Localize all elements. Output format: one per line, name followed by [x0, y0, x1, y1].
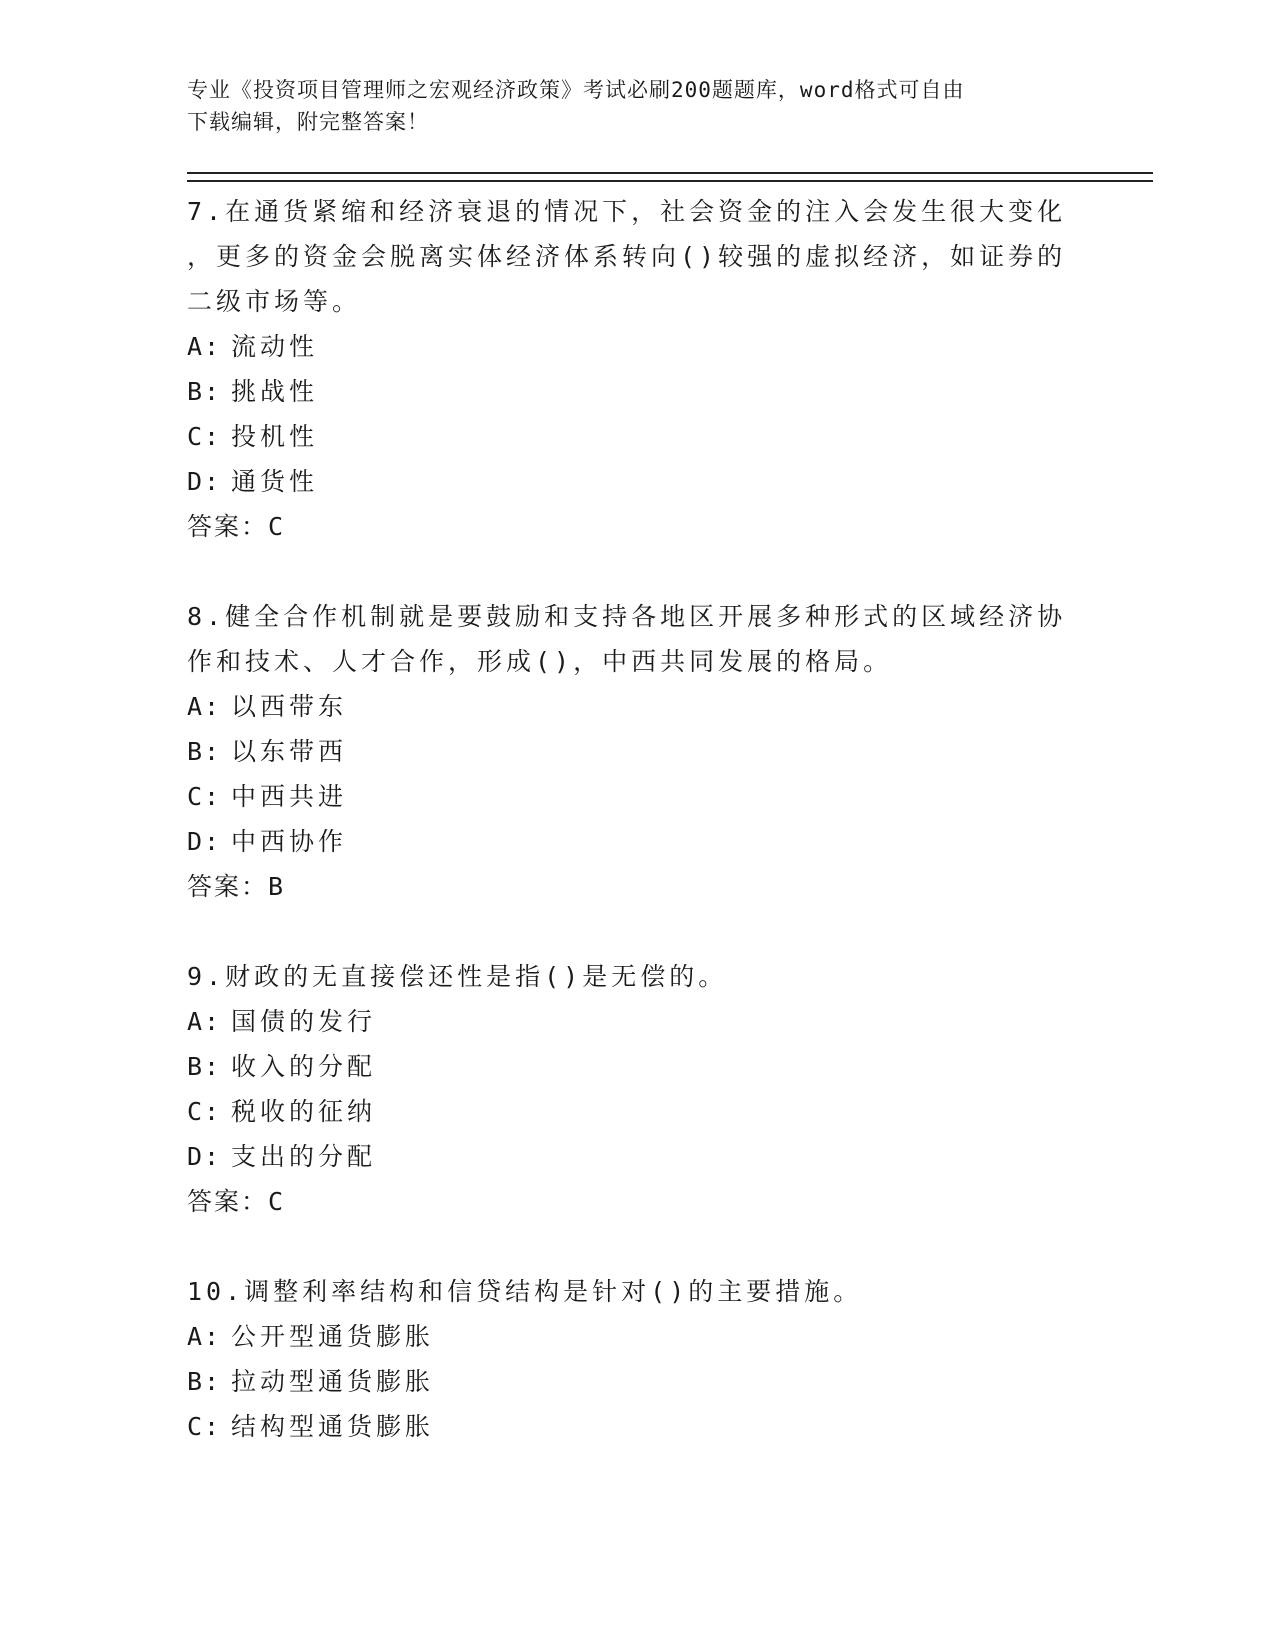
- header-divider-bottom: [187, 180, 1153, 182]
- option-text: 挑战性: [231, 377, 319, 406]
- answer-option: [187, 369, 1067, 414]
- option-text: 投机性: [231, 422, 319, 451]
- answer-option: [187, 459, 1067, 504]
- answer-label: 答案：: [187, 872, 269, 901]
- option-key: C:: [187, 1097, 222, 1126]
- option-key: D:: [187, 1142, 222, 1171]
- option-key: A:: [187, 1322, 222, 1351]
- question-list: [187, 189, 1067, 1449]
- question-stem-line: 8.健全合作机制就是要鼓励和支持各地区开展多种形式的区域经济协: [187, 602, 1067, 631]
- option-key: A:: [187, 1007, 222, 1036]
- option-text: 结构型通货膨胀: [231, 1412, 435, 1441]
- answer-line: [187, 864, 1067, 909]
- question-stem: [187, 189, 1067, 324]
- option-text: 中西协作: [231, 827, 348, 856]
- answer-value: C: [268, 1187, 286, 1216]
- option-text: 税收的征纳: [231, 1097, 377, 1126]
- answer-option: [187, 1134, 1067, 1179]
- option-text: 公开型通货膨胀: [231, 1322, 435, 1351]
- answer-value: C: [268, 512, 286, 541]
- option-text: 国债的发行: [231, 1007, 377, 1036]
- option-text: 以东带西: [231, 737, 348, 766]
- header-line-1: 专业《投资项目管理师之宏观经济政策》考试必刷200题题库，word格式可自由: [187, 78, 965, 102]
- option-key: B:: [187, 1367, 222, 1396]
- option-key: A:: [187, 692, 222, 721]
- answer-option: [187, 1044, 1067, 1089]
- question-stem: [187, 594, 1067, 684]
- question-item: [187, 189, 1067, 549]
- answer-label: 答案：: [187, 1187, 269, 1216]
- question-item: [187, 594, 1067, 909]
- answer-option: [187, 999, 1067, 1044]
- answer-option: [187, 414, 1067, 459]
- answer-option: [187, 324, 1067, 369]
- option-text: 中西共进: [231, 782, 348, 811]
- option-key: C:: [187, 1412, 222, 1441]
- question-stem-line: 7.在通货紧缩和经济衰退的情况下，社会资金的注入会发生很大变化: [187, 197, 1067, 226]
- option-key: B:: [187, 1052, 222, 1081]
- option-text: 支出的分配: [231, 1142, 377, 1171]
- question-stem: [187, 1269, 1067, 1314]
- option-key: B:: [187, 737, 222, 766]
- option-key: C:: [187, 422, 222, 451]
- document-header: [187, 74, 1087, 138]
- option-key: B:: [187, 377, 222, 406]
- question-stem-line: 作和技术、人才合作，形成()，中西共同发展的格局。: [187, 647, 893, 676]
- answer-line: [187, 504, 1067, 549]
- option-text: 拉动型通货膨胀: [231, 1367, 435, 1396]
- answer-option: [187, 819, 1067, 864]
- header-line-2: 下载编辑，附完整答案！: [187, 110, 429, 134]
- option-key: D:: [187, 827, 222, 856]
- question-item: [187, 1269, 1067, 1449]
- answer-option: [187, 684, 1067, 729]
- answer-option: [187, 729, 1067, 774]
- option-text: 流动性: [231, 332, 319, 361]
- option-text: 以西带东: [231, 692, 348, 721]
- question-stem-line: 9.财政的无直接偿还性是指()是无偿的。: [187, 962, 728, 991]
- option-text: 收入的分配: [231, 1052, 377, 1081]
- option-text: 通货性: [231, 467, 319, 496]
- option-key: A:: [187, 332, 222, 361]
- answer-option: [187, 774, 1067, 819]
- answer-option: [187, 1404, 1067, 1449]
- answer-label: 答案：: [187, 512, 269, 541]
- answer-option: [187, 1359, 1067, 1404]
- question-stem-line: ，更多的资金会脱离实体经济体系转向()较强的虚拟经济，如证券的: [187, 242, 1067, 271]
- header-divider-top: [187, 172, 1153, 174]
- question-item: [187, 954, 1067, 1224]
- question-stem-line: 二级市场等。: [187, 287, 362, 316]
- answer-value: B: [268, 872, 286, 901]
- question-stem-line: 10.调整利率结构和信贷结构是针对()的主要措施。: [187, 1277, 863, 1306]
- question-stem: [187, 954, 1067, 999]
- option-key: C:: [187, 782, 222, 811]
- answer-line: [187, 1179, 1067, 1224]
- option-key: D:: [187, 467, 222, 496]
- answer-option: [187, 1314, 1067, 1359]
- answer-option: [187, 1089, 1067, 1134]
